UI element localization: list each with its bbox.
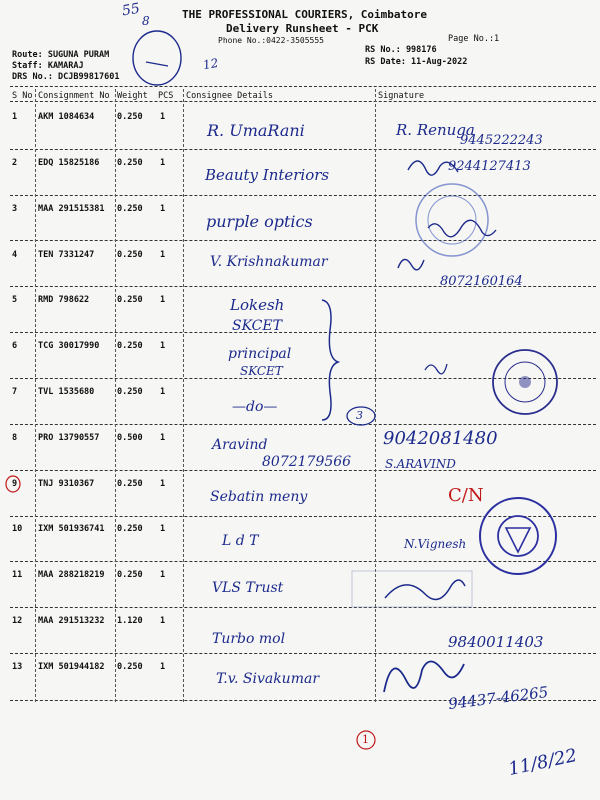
row-pcs: 1 xyxy=(160,387,166,397)
row-divider xyxy=(10,424,596,425)
signature-handwritten: N.Vignesh xyxy=(404,537,467,551)
consignee-handwritten: V. Krishnakumar xyxy=(210,254,328,270)
row-consignment: AKM 1084634 xyxy=(38,112,95,122)
row-pcs: 1 xyxy=(160,204,166,214)
row-weight: 0.250 xyxy=(117,387,143,397)
consignee-handwritten: purple optics xyxy=(206,212,313,231)
row-weight: 1.120 xyxy=(117,616,143,626)
row-consignment: MAA 291513232 xyxy=(38,616,105,626)
consignee-handwritten: VLS Trust xyxy=(212,580,284,596)
consignee-handwritten: Sebatin meny xyxy=(210,489,308,505)
signature-handwritten: R. Renuga xyxy=(396,121,475,139)
college-seal-stamp xyxy=(493,350,557,414)
row-pcs: 1 xyxy=(160,570,166,580)
row-divider xyxy=(10,378,596,379)
signature-handwritten: S.ARAVIND xyxy=(385,457,456,471)
page-number: Page No.:1 xyxy=(448,34,500,44)
row-sno: 9 xyxy=(12,479,18,489)
row-consignment: MAA 291515381 xyxy=(38,204,105,214)
row-consignment: TNJ 9310367 xyxy=(38,479,95,489)
signature-handwritten: 8072160164 xyxy=(440,274,523,289)
row-sno: 6 xyxy=(12,341,18,351)
consignee-handwritten: Beauty Interiors xyxy=(205,166,330,184)
col-header-sno: S No xyxy=(12,91,33,101)
row-sno: 1 xyxy=(12,112,18,122)
row-sno: 2 xyxy=(12,158,18,168)
row-weight: 0.250 xyxy=(117,158,143,168)
column-separator xyxy=(115,89,116,702)
staff: Staff: KAMARAJ xyxy=(12,61,84,71)
col-header-weight: Weight xyxy=(117,91,148,101)
col-header-pcs: PCS xyxy=(158,91,174,101)
row-sno: 10 xyxy=(12,524,23,534)
consignee-handwritten: R. UmaRani xyxy=(207,121,305,140)
signature-handwritten: 9445222243 xyxy=(460,133,543,148)
signature-scribble xyxy=(385,580,465,599)
handwritten-mark: 55 xyxy=(120,0,142,20)
row-consignment: EDQ 15825186 xyxy=(38,158,100,168)
row-weight: 0.250 xyxy=(117,524,143,534)
column-separator xyxy=(375,89,376,702)
vls-faint-stamp xyxy=(352,571,472,607)
signature-handwritten: 9042081480 xyxy=(383,428,498,449)
consignee-handwritten: T.v. Sivakumar xyxy=(216,671,320,687)
column-separator xyxy=(35,89,36,702)
row-consignment: IXM 501936741 xyxy=(38,524,105,534)
consignee-handwritten: —do— xyxy=(232,399,278,415)
row-consignment: PRO 13790557 xyxy=(38,433,100,443)
drs-number: DRS No.: DCJB99817601 xyxy=(12,72,120,82)
row-sno: 3 xyxy=(12,204,18,214)
company-title: THE PROFESSIONAL COURIERS, Coimbatore xyxy=(182,8,428,21)
row-pcs: 1 xyxy=(160,479,166,489)
row-sno: 4 xyxy=(12,250,18,260)
handwritten-mark: 12 xyxy=(201,55,220,73)
row-sno: 7 xyxy=(12,387,18,397)
row-divider xyxy=(10,653,596,654)
row-divider xyxy=(10,240,596,241)
row-consignment: TVL 1535680 xyxy=(38,387,95,397)
row-consignment: RMD 798622 xyxy=(38,295,90,305)
signature-handwritten: 9244127413 xyxy=(448,159,531,174)
runsheet-subtitle: Delivery Runsheet - PCK xyxy=(226,22,379,35)
brace-count: 3 xyxy=(356,409,363,422)
row-pcs: 1 xyxy=(160,158,166,168)
consignee-handwritten: principal xyxy=(228,346,292,362)
row-divider xyxy=(10,561,596,562)
consignee-handwritten: SKCET xyxy=(232,318,282,334)
handwritten-mark: 8 xyxy=(142,14,150,28)
row-consignment: TEN 7331247 xyxy=(38,250,95,260)
row-weight: 0.500 xyxy=(117,433,143,443)
consignee-handwritten: Aravind xyxy=(212,437,268,453)
row-pcs: 1 xyxy=(160,112,166,122)
phone-number: Phone No.:0422-3505555 xyxy=(218,36,324,45)
row-pcs: 1 xyxy=(160,295,166,305)
signature-handwritten: C/N xyxy=(448,485,484,506)
route: Route: SUGUNA PURAM xyxy=(12,50,110,60)
consignee-handwritten: 8072179566 xyxy=(262,454,352,470)
row-pcs: 1 xyxy=(160,341,166,351)
row-pcs: 1 xyxy=(160,524,166,534)
column-header-rule xyxy=(10,101,596,102)
row-divider xyxy=(10,607,596,608)
row-weight: 0.250 xyxy=(117,570,143,580)
row-divider xyxy=(10,195,596,196)
brace-mark xyxy=(322,300,338,420)
row-sno: 13 xyxy=(12,662,23,672)
rs-date: RS Date: 11-Aug-2022 xyxy=(365,57,468,67)
row-divider xyxy=(10,470,596,471)
column-separator xyxy=(183,89,184,702)
col-header-consignment: Consignment No xyxy=(38,91,110,101)
row-sno: 5 xyxy=(12,295,18,305)
row-sno: 8 xyxy=(12,433,18,443)
col-header-consignee: Consignee Details xyxy=(186,91,273,101)
row-weight: 0.250 xyxy=(117,204,143,214)
row-weight: 0.250 xyxy=(117,662,143,672)
consignee-handwritten: SKCET xyxy=(240,364,283,378)
row-divider xyxy=(10,332,596,333)
row-pcs: 1 xyxy=(160,616,166,626)
consignee-handwritten: Lokesh xyxy=(230,296,285,314)
footer-date: 11/8/22 xyxy=(506,745,579,780)
handwritten-stroke xyxy=(146,62,168,66)
row-sno: 11 xyxy=(12,570,23,580)
header-rule xyxy=(10,86,596,87)
row-weight: 0.250 xyxy=(117,250,143,260)
row-weight: 0.250 xyxy=(117,341,143,351)
signature-scribble xyxy=(425,364,447,374)
handwritten-circle-mark xyxy=(133,31,181,85)
signature-handwritten: 9840011403 xyxy=(448,633,544,651)
larsen-toubro-stamp xyxy=(480,498,556,574)
rs-number: RS No.: 998176 xyxy=(365,45,437,55)
row-sno: 12 xyxy=(12,616,23,626)
row-divider xyxy=(10,149,596,150)
row-consignment: TCG 30017990 xyxy=(38,341,100,351)
signature-scribble xyxy=(384,661,464,692)
footer-circle-number: 1 xyxy=(362,733,369,746)
row-weight: 0.250 xyxy=(117,112,143,122)
consignee-handwritten: Turbo mol xyxy=(212,631,286,647)
row-pcs: 1 xyxy=(160,662,166,672)
consignee-handwritten: L d T xyxy=(222,533,259,549)
row-weight: 0.250 xyxy=(117,479,143,489)
row-divider xyxy=(10,516,596,517)
row-pcs: 1 xyxy=(160,250,166,260)
signature-handwritten: 94437-46265 xyxy=(447,682,550,714)
signature-scribble xyxy=(398,259,424,269)
row-consignment: IXM 501944182 xyxy=(38,662,105,672)
row-weight: 0.250 xyxy=(117,295,143,305)
row-consignment: MAA 288218219 xyxy=(38,570,105,580)
row-pcs: 1 xyxy=(160,433,166,443)
col-header-signature: Signature xyxy=(378,91,425,101)
signature-scribble xyxy=(428,220,496,237)
